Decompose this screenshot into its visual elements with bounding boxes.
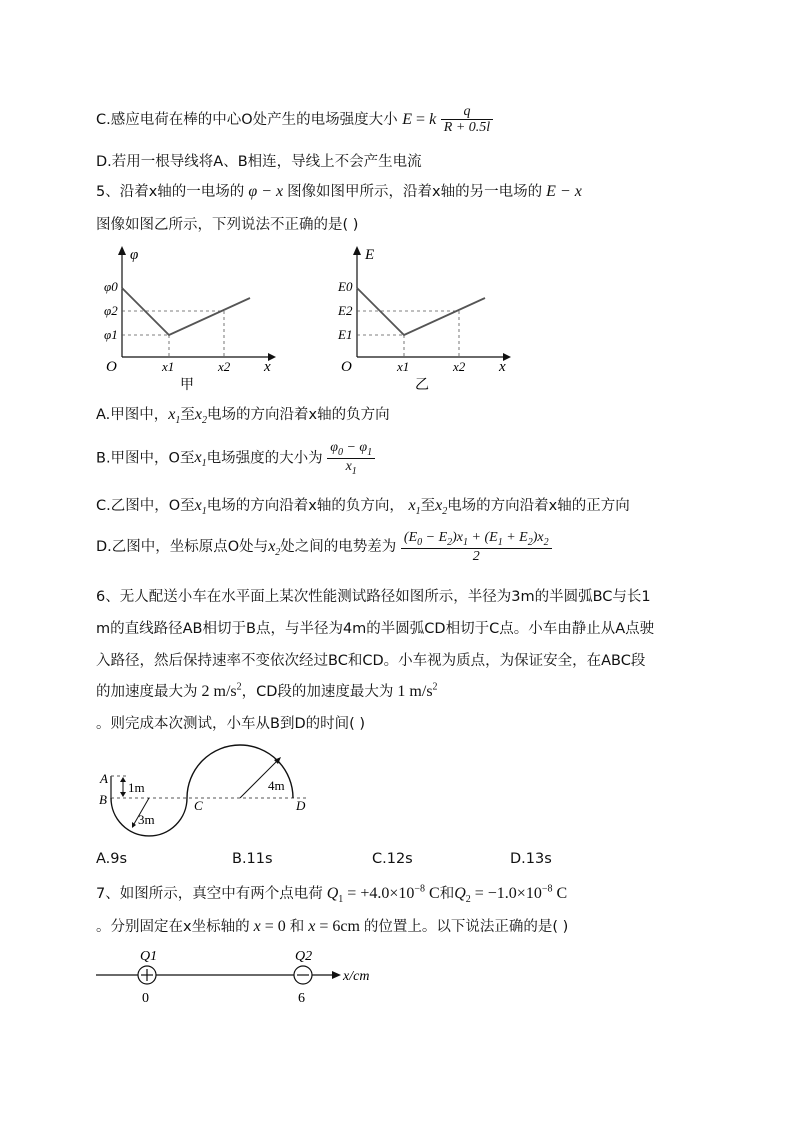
figure-jia	[100, 243, 280, 393]
yi-y-label: E	[365, 247, 375, 263]
axis-label: x/cm	[343, 969, 370, 984]
label-3m: 3m	[138, 812, 155, 827]
label-q1: Q1	[140, 949, 158, 964]
q6-option-c[interactable]: C.12s	[372, 851, 413, 867]
q6-line1: 6、无人配送小车在水平面上某次性能测试路径如图所示，半径为3m的半圆弧BC与长1	[96, 589, 651, 605]
label-6: 6	[298, 991, 305, 1006]
label-0: 0	[142, 991, 149, 1006]
point-d: D	[296, 798, 306, 813]
jia-y-label: φ	[130, 247, 139, 263]
point-a: A	[100, 771, 108, 786]
fraction-phi: $\frac{\varphi_0 - \varphi_1}{x_1}$	[327, 440, 375, 477]
tick-e2: E2	[338, 303, 353, 318]
option-d-prev: D.若用一根导线将A、B相连，导线上不会产生电流	[96, 154, 422, 170]
jia-x-label: x	[264, 359, 271, 375]
jia-origin: O	[106, 359, 117, 375]
q6-option-b[interactable]: B.11s	[232, 851, 273, 867]
phi-x-label: φ − x	[244, 183, 288, 200]
phi-line	[122, 288, 250, 335]
option-c-text: 感应电荷在棒的中心O处产生的电场强度大小	[110, 111, 398, 128]
option-c-label: C.	[96, 111, 111, 128]
label-4m: 4m	[268, 778, 285, 793]
e-line	[357, 288, 485, 335]
q5-option-d: D.乙图中，坐标原点O处与$x_2$处之间的电势差为 $\frac{(E_0 - E_2)x_1 + (E_1 + E_2)x_2}{2}$	[96, 530, 552, 564]
caption-yi: 乙	[415, 378, 429, 393]
caption-jia: 甲	[180, 378, 194, 393]
q6-line5: 。则完成本次测试，小车从B到D的时间( )	[96, 716, 366, 732]
q6-line4: 的加速度最大为 2 $m/s^2$，CD段的加速度最大为 1 $m/s^2$	[96, 681, 438, 700]
tick-x1: x1	[162, 359, 175, 374]
tick-phi0: φ0	[104, 279, 118, 294]
fraction-q-over-r: $\frac{q}{R + 0.5l}$	[441, 104, 493, 136]
e-x-label: E − x	[542, 183, 582, 200]
option-c-prev: C.感应电荷在棒的中心O处产生的电场强度大小 E = k $\frac{q}{R + 0.5l}$	[96, 104, 493, 136]
label-1m: 1m	[128, 780, 145, 795]
tick-e0: E0	[338, 279, 353, 294]
point-c: C	[194, 798, 203, 813]
q5-line1: 5、沿着x轴的一电场的 φ − x 图像如图甲所示，沿着x轴的另一电场的 E − x	[96, 183, 582, 200]
yi-tick-x2: x2	[453, 359, 466, 374]
q6-option-a[interactable]: A.9s	[96, 851, 128, 867]
fraction-potential: $\frac{(E_0 - E_2)x_1 + (E_1 + E_2)x_2}{2}$	[401, 530, 552, 564]
q6-line3: 入路径，然后保持速率不变依次经过BC和CD。小车视为质点，为保证安全，在ABC段	[96, 653, 646, 669]
q6-option-d[interactable]: D.13s	[510, 851, 552, 867]
figure-charges	[96, 945, 416, 1010]
yi-tick-x1: x1	[397, 359, 410, 374]
formula-e: E	[402, 110, 413, 128]
q5-line2: 图像如图乙所示，下列说法不正确的是( )	[96, 217, 359, 233]
figure-yi	[335, 243, 515, 393]
tick-phi1: φ1	[104, 327, 118, 342]
tick-phi2: φ2	[104, 303, 118, 318]
yi-x-label: x	[499, 359, 506, 375]
q5-option-a: A.甲图中，$x_1$至$x_2$电场的方向沿着x轴的负方向	[96, 406, 390, 427]
q5-option-b: B.甲图中，O至$x_1$电场强度的大小为 $\frac{\varphi_0 - \varphi_1}{x_1}$	[96, 440, 375, 477]
q7-line1: 7、如图所示，真空中有两个点电荷 $Q_1 = +4.0\times 10^{-8}$ C和$Q_2 = -1.0\times 10^{-8}$ C	[96, 883, 568, 906]
figure-track	[96, 738, 336, 848]
q7-line2: 。分别固定在x坐标轴的 x = 0 和 x = 6cm 的位置上。以下说法正确的是( )	[96, 918, 569, 935]
yi-origin: O	[341, 359, 352, 375]
q5-option-c: C.乙图中，O至$x_1$电场的方向沿着x轴的负方向， $x_1$至$x_2$电场的方向沿着x轴的正方向	[96, 497, 630, 518]
tick-e1: E1	[338, 327, 353, 342]
point-b: B	[99, 792, 107, 807]
q6-line2: m的直线路径AB相切于B点，与半径为4m的半圆弧CD相切于C点。小车由静止从A点驶	[96, 621, 655, 637]
tick-x2: x2	[218, 359, 231, 374]
label-q2: Q2	[295, 949, 313, 964]
